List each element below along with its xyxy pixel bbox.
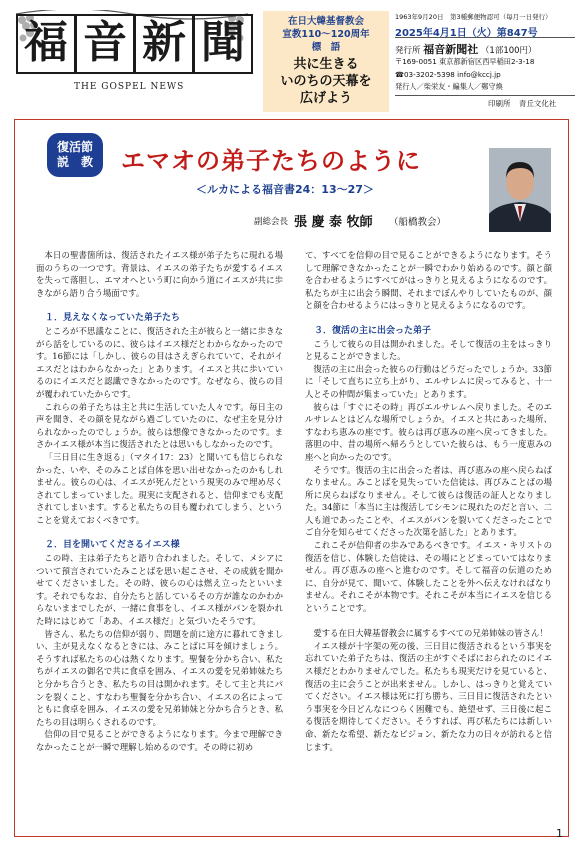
paragraph: 彼らは「すぐにその時」再びエルサレムへ戻りました。そのエルサレムとはどんな場所でしょうか。イエスと共にあった場所、すなわち恵みの座です。彼らは再び恵みの座へ戻ってきました。落胆の中、昔の場所へ帰ろうとしていた彼らは、もう一度恵みの座へと向かったのです。 (305, 401, 552, 462)
section-heading-3: ３．復活の主に出会った弟子 (314, 325, 432, 336)
logo-char-3: 新 (134, 14, 194, 74)
section-heading-2: ２．目を開いてくださるイエス様 (45, 540, 180, 551)
article-column-right (305, 249, 552, 753)
slogan-church: 在日大韓基督教会 (287, 16, 364, 27)
paragraph: これこそが信仰者の歩みであるべきです。イエス・キリストの復活を信じ、体験した信徒は、その場にとどまっていてはなりません。再び恵みの座へと進むのです。そして福音の伝道のために、自分が見て、聞いて、体験したことを外へ伝えなければなりません。それこそが本物です。それこそが本当にイエスを信じるということです。 (305, 540, 552, 614)
article-column-left (36, 249, 283, 754)
paragraph: 本日の聖書箇所は、復活されたイエス様が弟子たちに現れる場面のうちの一つです。背景は、イエスの弟子たちが愛するイエスを失って落胆し、エマオへという町に向かう道にイエスが共に歩きながら語り合う場面です。 (36, 250, 283, 298)
editor-credits: 発行人／柴栄友・編集人／鄭守煥 (395, 82, 503, 91)
paragraph: 愛する在日大韓基督教会に属するすべての兄弟姉妹の皆さん！ (313, 628, 548, 639)
author-name: 張 慶 泰 牧師 (294, 215, 373, 230)
logo-char-4: 聞 (193, 14, 253, 74)
publisher-contact (395, 56, 534, 94)
paragraph: 復活の主に出会った彼らの行動はどうだったでしょうか。33節に「そして直ちに立ち上がり、エルサレムに戻ってみると、十一人とその仲間が集まっていた」とあります。 (305, 363, 552, 399)
paragraph: これらの弟子たちは主と共に生活していた人々です。毎日主の声を聞き、その顔を見ながら過ごしていたのに、なぜ主を見分けられなかったのでしょうか。彼らは想像できなかったのです。まさかイエス様が本当に復活されたとは思いもしなかったのです。 (36, 401, 283, 450)
printer-line (488, 98, 556, 109)
meta-divider (395, 37, 575, 38)
paragraph: こうして彼らの目は開かれました。そして復活の主をはっきりと見ることができました。 (305, 338, 552, 362)
publisher-label: 発行所 (395, 46, 421, 56)
meta-divider-2 (395, 95, 575, 96)
author-role: 副総会長 (254, 217, 289, 227)
registration-note: 1963年9月20日 第3種郵便物認可（毎月一日発行） (395, 13, 552, 21)
publisher-line (395, 41, 537, 57)
publisher-name: 福音新聞社 (423, 43, 479, 56)
price: （1部100円） (480, 46, 537, 56)
logo-char-2: 音 (75, 14, 135, 74)
slogan-label: 標 語 (311, 42, 341, 53)
badge-line-1: 復活節 (56, 140, 93, 154)
slogan-line-1: 共に生きる (293, 57, 359, 72)
paragraph: 「三日目に生き返る」（マタイ17：23）と聞いても信じられなかった、いや、そのみことば自体を思い出せなかったのかもしれません。彼らの心は、イエスが死んだという現実のみで埋め尽くされてしまっていました。現実に支配されると、信仰までも支配されてしまいます。すると私たちの目も覆われてしまう、ということを覚えておくべきです。 (36, 451, 283, 525)
slogan-line-3: 広げよう (299, 91, 352, 106)
section-heading-1: １．見えなくなっていた弟子たち (45, 312, 181, 323)
article-title: エマオの弟子たちのように (121, 146, 421, 175)
paragraph: ところが不思議なことに、復活された主が彼らと一緒に歩きながら話をしているのに、彼らはイエス様だとわからなかったのです。16節には「しかし、彼らの目はさえぎられていて、それがイエスだとはわからなかった」とあります。イエスと共に歩いているのにイエスだと認識できなかったのです。なぜなら、彼らの目が覆われていたからです。 (36, 325, 283, 399)
masthead-logo (14, 10, 250, 90)
slogan-anniversary: 宣教110～120周年 (282, 29, 370, 40)
scripture-reference: ＜ルカによる福音書24：13～27＞ (196, 183, 374, 196)
page-number: 1 (556, 827, 563, 840)
issue-date: 2025年4月1日（火）第847号 (395, 28, 538, 39)
logo-char-1: 福 (16, 14, 76, 74)
logo-subtitle: THE GOSPEL NEWS (74, 82, 185, 92)
paragraph: 皆さん、私たちの信仰が弱り、問題を前に途方に暮れてきましい、主が見えなくなるときには、みことばに耳を傾けましょう。そうすれば私たちの心は熱くなります。聖餐を分かち合い、私たちがイエスの御名で共に食卓を囲み、イエスの愛を兄弟姉妹たちと分かち合うとき、私たちの目は開かれます。そして主と共にパンを裂くこと、すなわち聖餐を分かち合い、イエスの名によってともに食卓を囲み、イエスの愛を兄弟姉妹と分かち合うとき、私たちの目は明らくされるのです。 (36, 628, 283, 727)
paragraph: 信仰の目で見ることができるようになります。今まで理解できなかったことが一瞬で理解し始めるのです。その時に初め (36, 729, 283, 752)
author-church: （船橋教会） (389, 217, 447, 228)
sermon-badge (47, 133, 103, 177)
paragraph: そうです。復活の主に出会った者は、再び恵みの座へ戻らねばなりません。みことばを見失っていた信徒は、再びみことばの場所に戻らねばなりません。そして彼らは復活の証人となりました。34節に「本当に主は復活してシモンに現れたのだと言い、二人も道であったことや、イエスがパンを裂いてくださったことでご自分を知らせてくださった次第を話した」とあります。 (305, 464, 552, 538)
paragraph: イエス様が十字架の死の後、三日目に復活されるという事実を忘れていた弟子たちは、復活の主がすぐそばにおられたのにイエス様だとわかりませんでした。私たちも現実だけを見ていると、復活の主に会うことが出来ません。しかし、はっきりと覚えていてください。イエス様は死に打ち勝ち、三日目に復活されたという事実を今日どんなにつらく困難でも、絶望せず、三日後に起こる復活を期待してください。そうすれば、再び私たちには新しい命、新たな希望、新たなビジョン、新たな力の日々が訪れると信じます。 (305, 640, 552, 752)
paragraph: て、すべてを信仰の目で見ることができるようになります。そうして理解できなかったことが一瞬でわかり始めるのです。顔と顔を合わせるようにすべてがはっきりと見えるようになるのです。私たちが主に出会う瞬間、それまでぼんやりしていたものが、顔と顔を合わせるようにはっきりと見えるようになるのです。 (305, 250, 552, 311)
slogan-line-2: いのちの天幕を (280, 74, 372, 89)
badge-line-2: 説 教 (56, 155, 93, 169)
author-photo (489, 148, 551, 232)
printer-label: 印刷所 (488, 99, 511, 108)
portrait-illustration (489, 148, 551, 232)
printer-name: 青丘文化社 (518, 99, 557, 108)
paragraph: この時、主は弟子たちと語り合われました。そして、メシアについて預言されていたみことばを思い起こさせ、その成就を聞かせてくださいました。その時、彼らの心は燃え立ったといいます。それでもなお、自分たちと話しているその方が誰なのかわからないままでしたが、一緒に食事をし、イエス様がパンを裂かれた時にはじめて「ああ、イエス様だ」と気づいたそうです。 (36, 553, 283, 627)
address: 〒169-0051 東京都新宿区西早稲田2-3-18 (395, 57, 535, 66)
phone-email: ☎03-3202-5398 info@kccj.jp (395, 69, 501, 79)
slogan-box (263, 11, 389, 112)
